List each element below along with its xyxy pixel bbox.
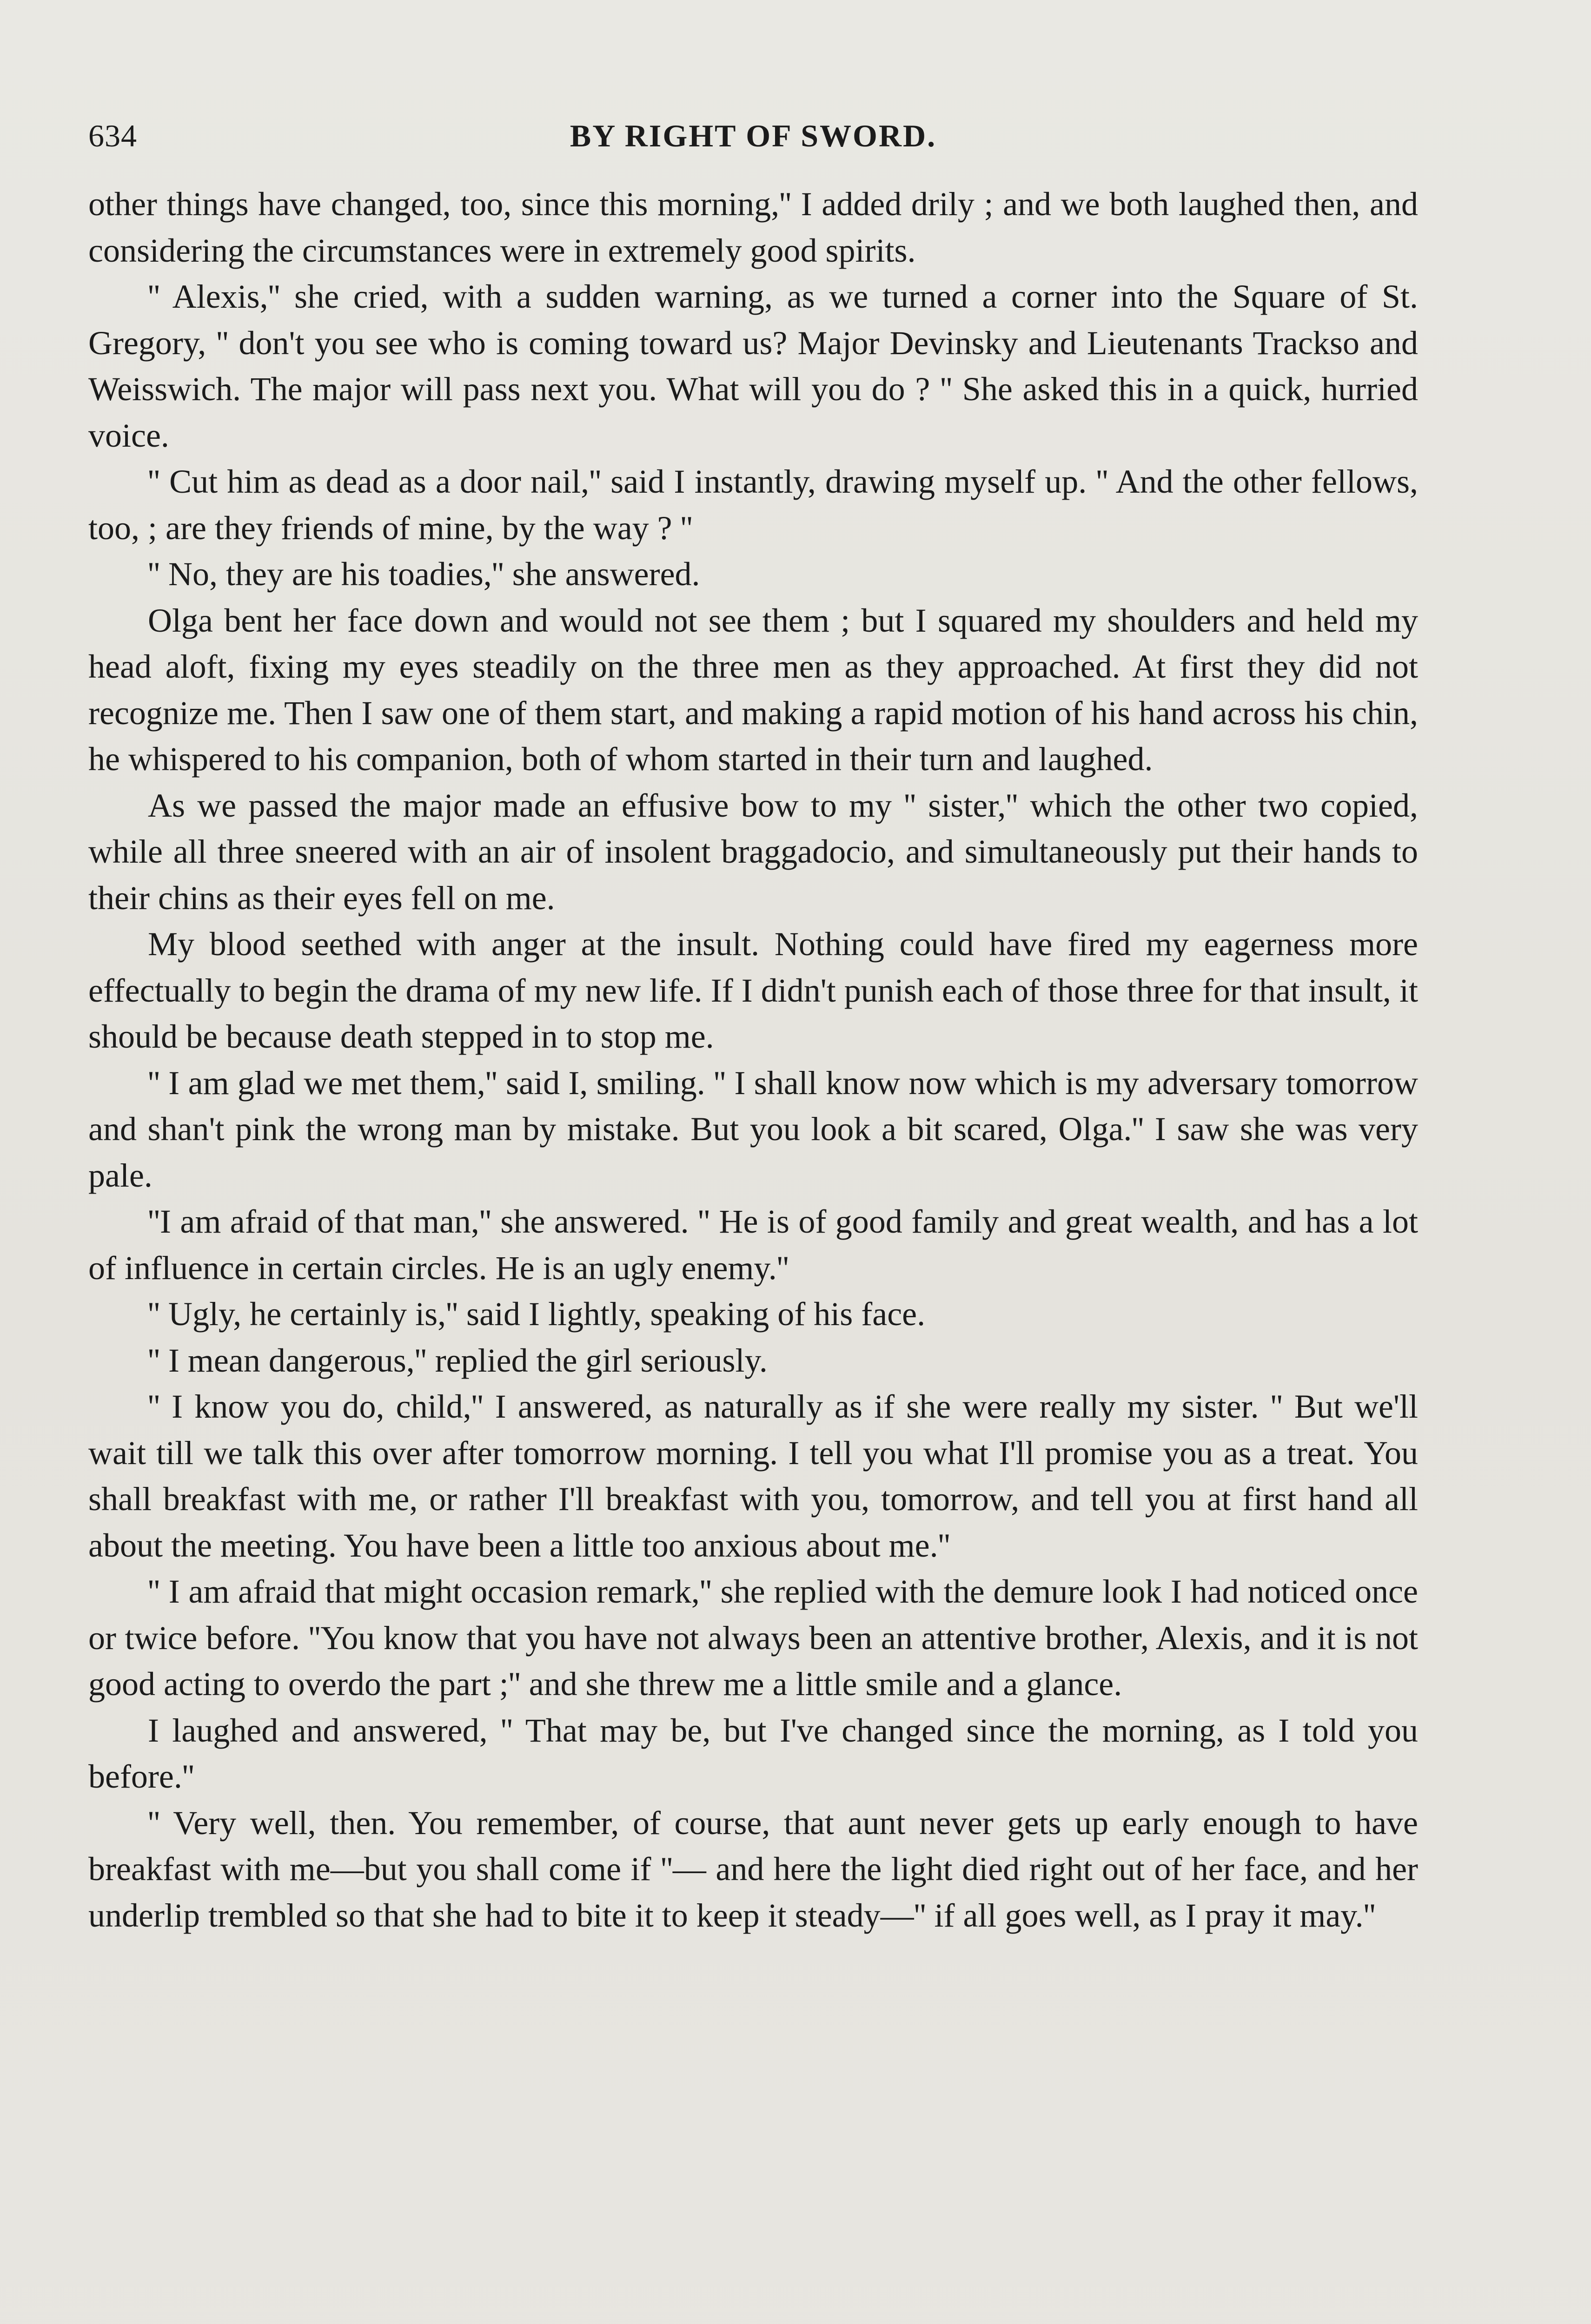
- paragraph: '' No, they are his toadies,'' she answered.: [148, 555, 700, 593]
- running-title: BY RIGHT OF SWORD.: [570, 118, 937, 153]
- paragraph: Olga bent her face down and would not see them ; but I squared my shoulders and held my head aloft, fixing my eyes steadily on the three men as they approached. At first they did not recognize me. Then I saw one of them start, and making a rapid motion of his hand across his chin, he whispered to his companion, both of whom started in their turn and laughed.: [88, 601, 1418, 778]
- paragraph: I laughed and answered, '' That may be, but I've changed since the morning, as I told you before.'': [88, 1711, 1418, 1795]
- body-text: [88, 181, 1418, 1939]
- paragraph: '' I am glad we met them,'' said I, smiling. '' I shall know now which is my adversary tomorrow and shan't pink the wrong man by mistake. But you look a bit scared, Olga.'' I saw she was very pale.: [88, 1064, 1418, 1194]
- paragraph: '' I am afraid that might occasion remark,'' she replied with the demure look I had noticed once or twice before. ''You know that you have not always been an attentive brother, Alexis, and it is not good acting to overdo the part ;'' and she threw me a little smile and a glance.: [88, 1573, 1418, 1703]
- paragraph: '' Cut him as dead as a door nail,'' said I instantly, drawing myself up. '' And the other fellows, too, ; are they friends of mine, by the way ? '': [88, 463, 1418, 547]
- paragraph: ''I am afraid of that man,'' she answered. '' He is of good family and great wealth, and has a lot of influence in certain circles. He is an ugly enemy.'': [88, 1203, 1418, 1287]
- page-header: [88, 109, 1418, 165]
- paragraph: My blood seethed with anger at the insult. Nothing could have fired my eagerness more effectually to begin the drama of my new life. If I didn't punish each of those three for that insult, it should be because death stepped in to stop me.: [88, 925, 1418, 1055]
- paragraph: '' I know you do, child,'' I answered, as naturally as if she were really my sister. '' But we'll wait till we talk this over after tomorrow morning. I tell you what I'll promise you as a treat. You shall breakfast with me, or rather I'll breakfast with you, tomorrow, and tell you at first hand all about the meeting. You have been a little too anxious about me.'': [88, 1388, 1418, 1564]
- paragraph: '' I mean dangerous,'' replied the girl seriously.: [148, 1341, 768, 1379]
- page-number: 634: [88, 118, 137, 153]
- paragraph: '' Alexis,'' she cried, with a sudden warning, as we turned a corner into the Square of St. Gregory, '' don't you see who is coming toward us? Major Devinsky and Lieutenants Trackso and Weisswich. The major will pass next you. What will you do ? '' She asked this in a quick, hurried voice.: [88, 278, 1418, 454]
- paragraph: other things have changed, too, since this morning,'' I added drily ; and we both laughed then, and considering the circumstances were in extremely good spirits.: [88, 185, 1418, 269]
- paragraph: '' Ugly, he certainly is,'' said I lightly, speaking of his face.: [148, 1295, 926, 1333]
- paragraph: As we passed the major made an effusive bow to my '' sister,'' which the other two copied, while all three sneered with an air of insolent braggadocio, and simultaneously put their hands to their chins as their eyes fell on me.: [88, 786, 1418, 917]
- paragraph: '' Very well, then. You remember, of course, that aunt never gets up early enough to have breakfast with me—but you shall come if ''— and here the light died right out of her face, and her underlip trembled so that she had to bite it to keep it steady—'' if all goes well, as I pray it may.'': [88, 1804, 1418, 1934]
